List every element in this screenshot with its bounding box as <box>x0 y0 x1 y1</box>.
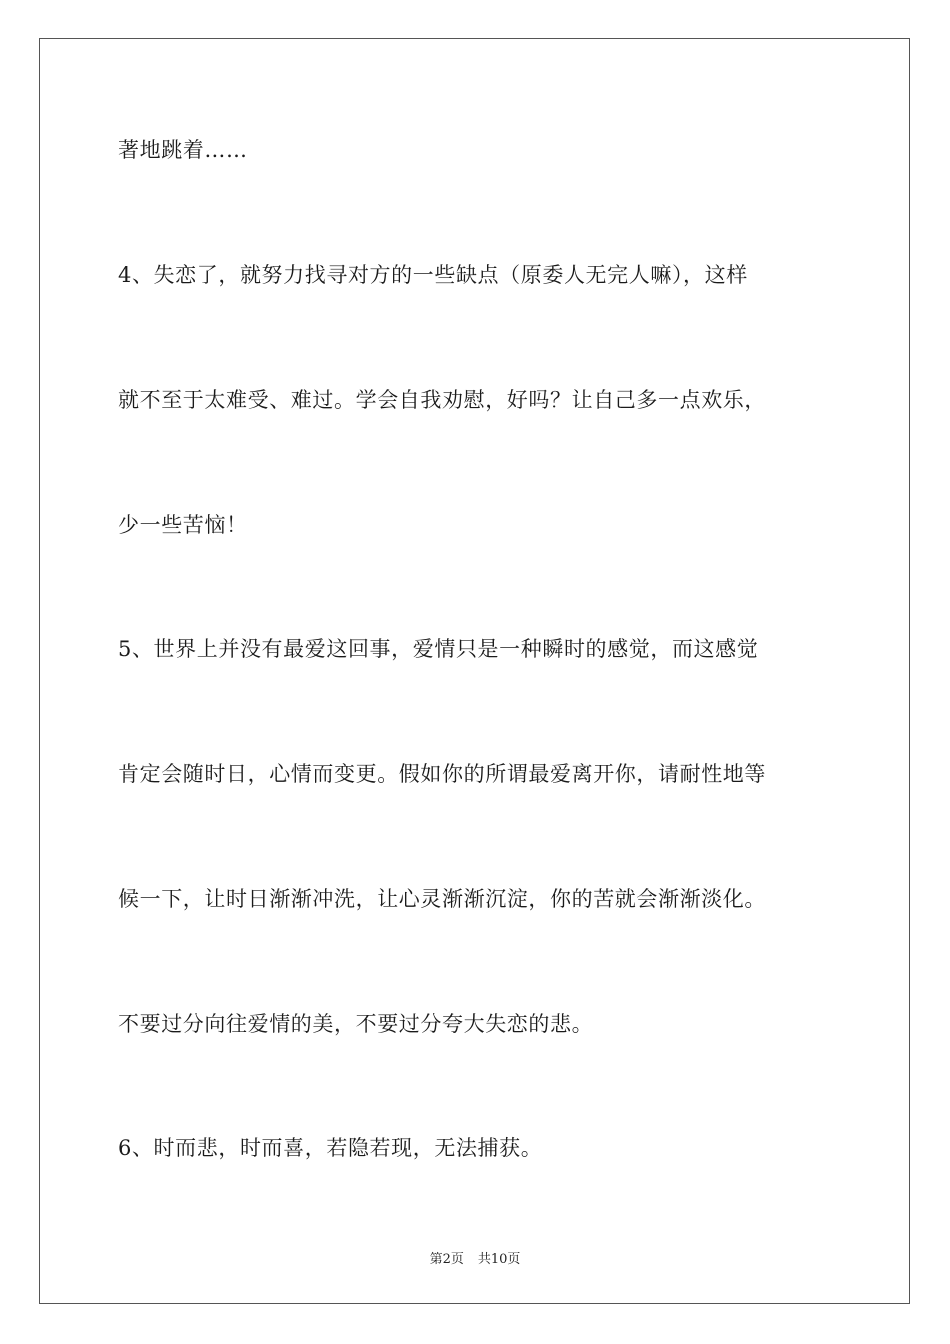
text-line: 6、时而悲，时而喜，若隐若现，无法捕获。 <box>118 1136 543 1160</box>
text-line: 著地跳着…… <box>118 138 248 162</box>
text-line: 就不至于太难受、难过。学会自我劝慰，好吗？让自己多一点欢乐， <box>118 388 766 412</box>
text-line: 5、世界上并没有最爱这回事，爱情只是一种瞬时的感觉，而这感觉 <box>118 637 759 661</box>
page-number: 第2页 <box>429 1252 464 1267</box>
text-line: 少一些苦恼！ <box>118 513 248 537</box>
text-line: 不要过分向往爱情的美，不要过分夸大失恋的悲。 <box>118 1012 594 1036</box>
text-line: 4、失恋了，就努力找寻对方的一些缺点（原委人无完人嘛），这样 <box>118 263 748 287</box>
page-total: 共10页 <box>477 1252 521 1267</box>
text-line: 候一下，让时日渐渐冲洗，让心灵渐渐沉淀，你的苦就会渐渐淡化。 <box>118 887 766 911</box>
page-frame <box>39 38 910 1304</box>
text-line: 肯定会随时日，心情而变更。假如你的所谓最爱离开你，请耐性地等 <box>118 762 766 786</box>
page-footer <box>0 1248 950 1267</box>
